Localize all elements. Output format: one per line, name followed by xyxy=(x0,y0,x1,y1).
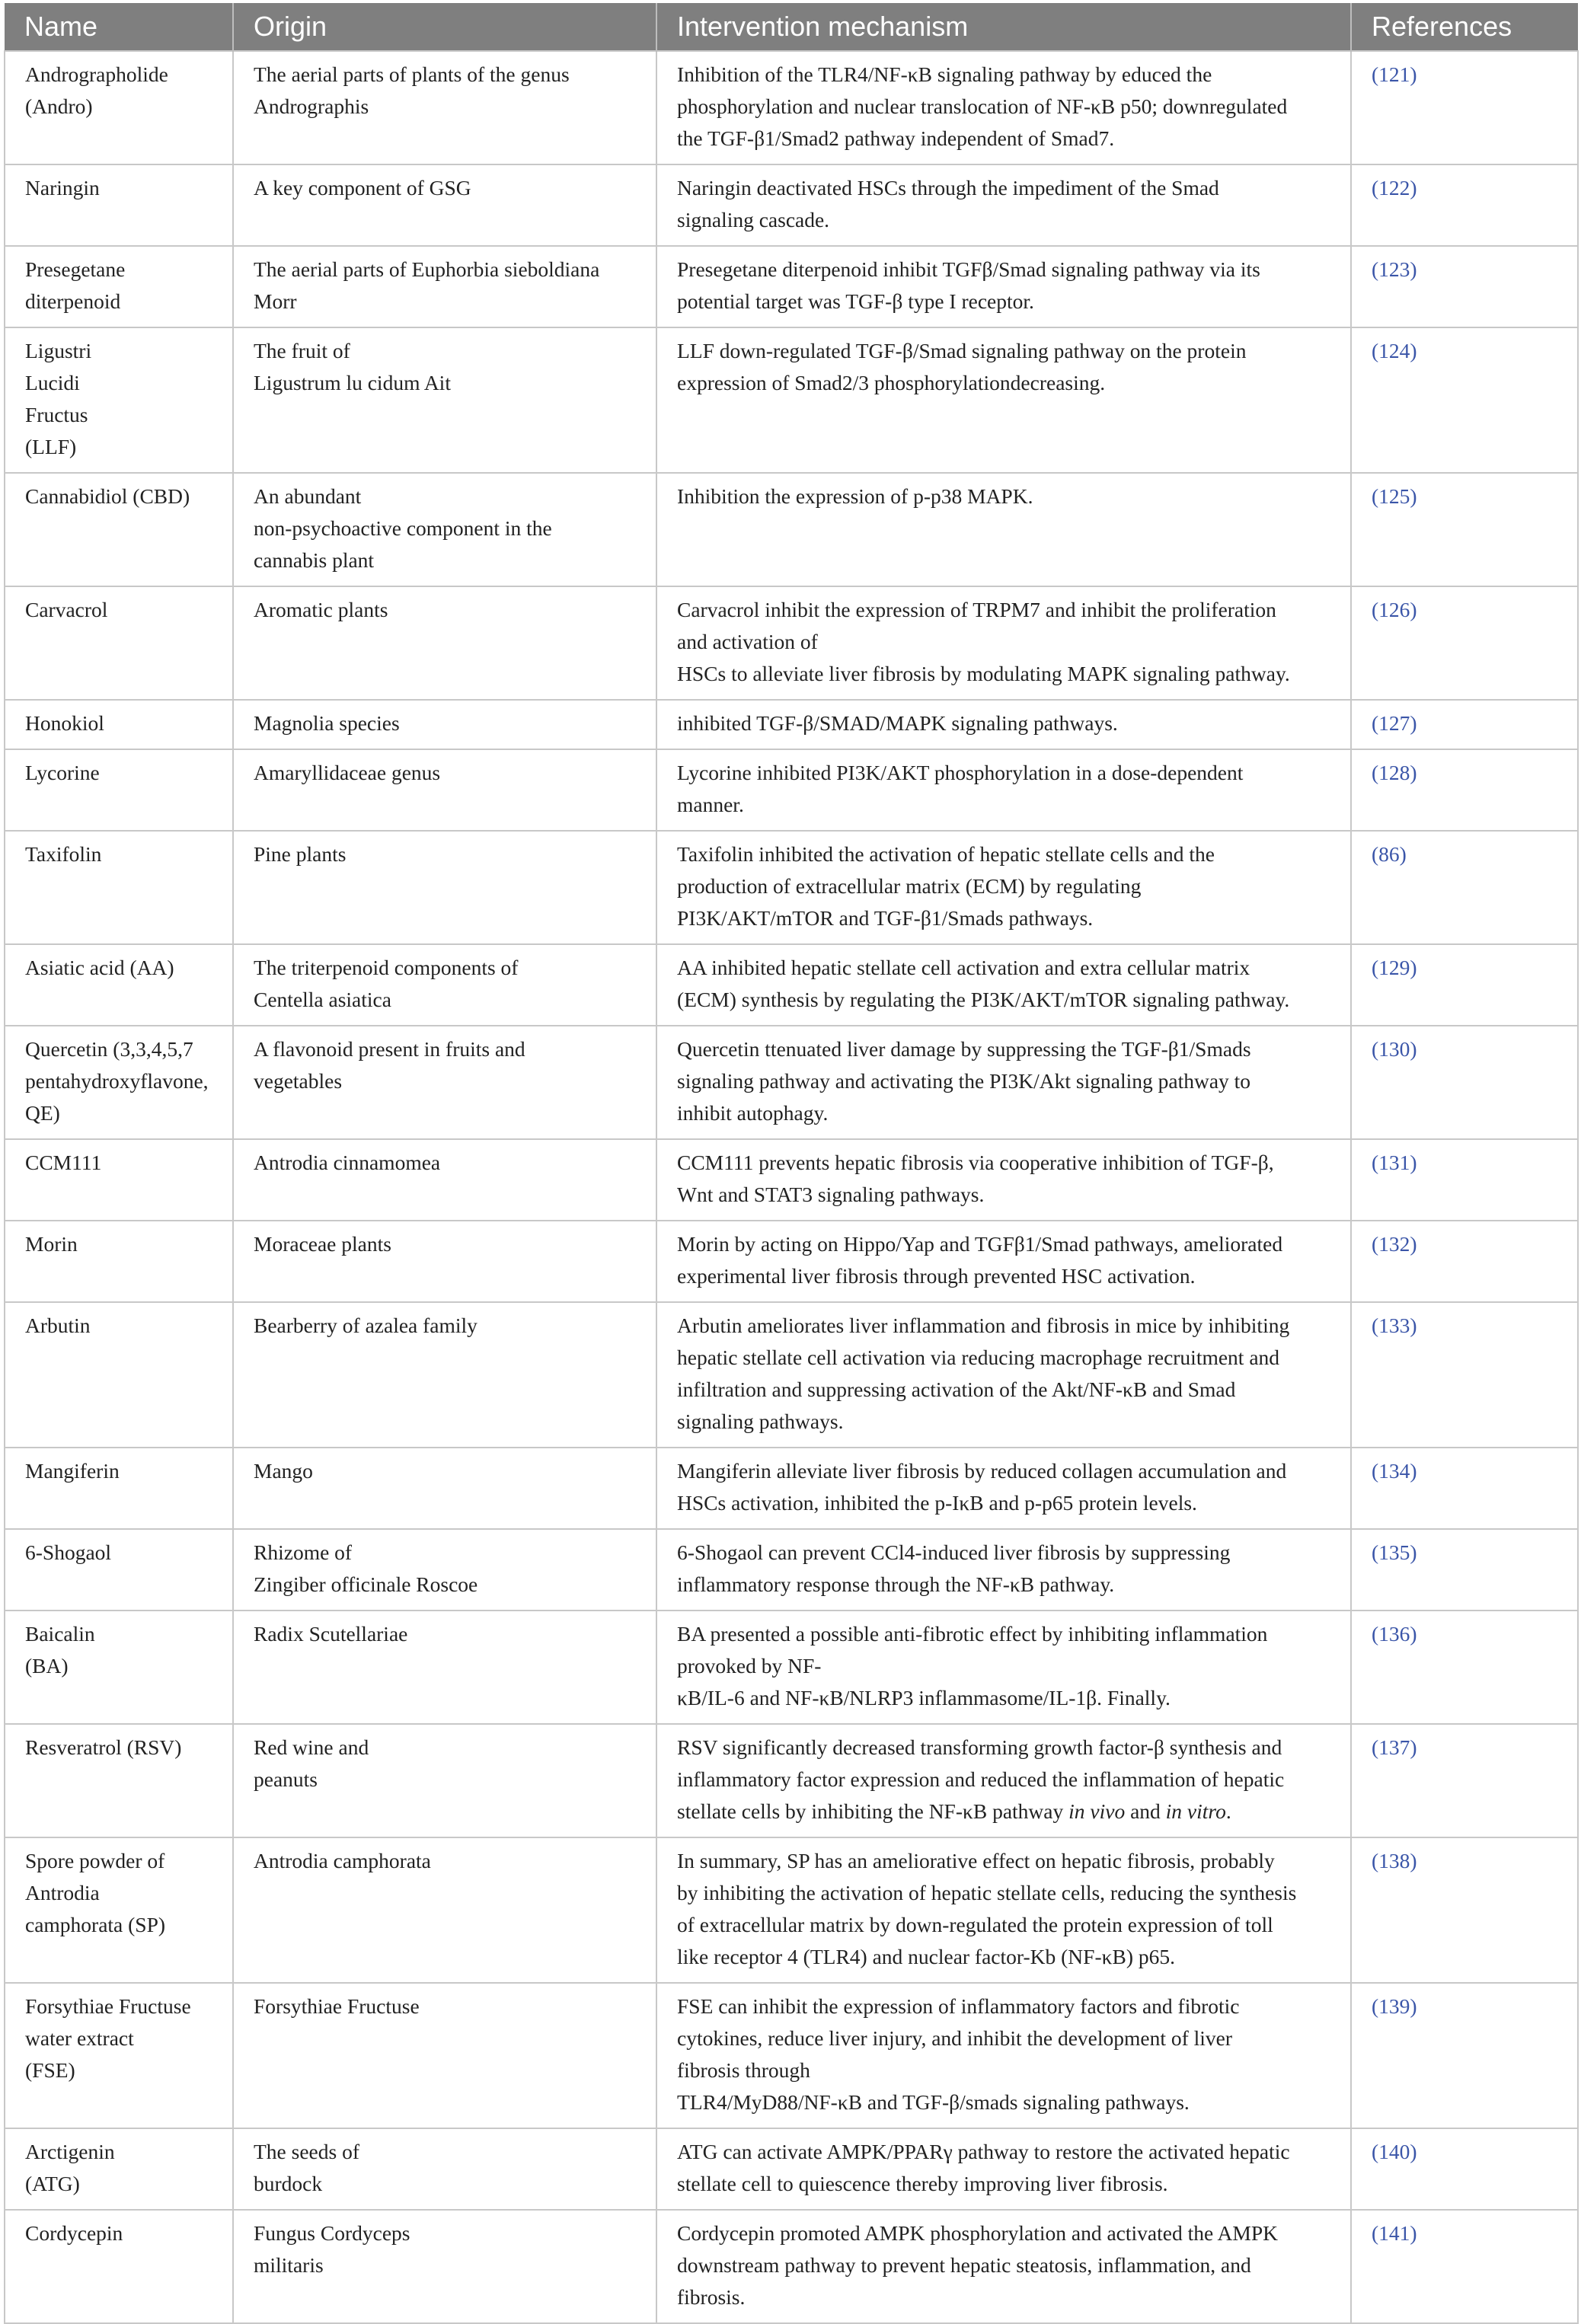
cell-name-text: Forsythiae Fructuse water extract (FSE) xyxy=(25,1994,191,2082)
cell-origin-text: The aerial parts of Euphorbia sieboldiana Morr xyxy=(254,257,600,313)
cell-reference xyxy=(1351,944,1578,1026)
cell-name-text: CCM111 xyxy=(25,1151,102,1174)
cell-name xyxy=(5,2128,233,2210)
cell-name-text: Presegetane diterpenoid xyxy=(25,257,126,313)
ref-close-paren: ) xyxy=(1410,598,1417,621)
cell-reference xyxy=(1351,1026,1578,1139)
table-row xyxy=(5,1611,1578,1724)
ref-close-paren: ) xyxy=(1410,1459,1417,1483)
cell-origin-text: Amaryllidaceae genus xyxy=(254,761,441,784)
reference-link[interactable]: 121 xyxy=(1378,62,1410,86)
cell-reference xyxy=(1351,586,1578,700)
cell-origin-text: The seeds of burdock xyxy=(254,2140,359,2195)
ref-close-paren: ) xyxy=(1410,484,1417,508)
ref-close-paren: ) xyxy=(1410,257,1417,281)
cell-origin-text: Magnolia species xyxy=(254,711,400,735)
cell-name xyxy=(5,473,233,586)
cell-reference xyxy=(1351,246,1578,327)
cell-reference xyxy=(1351,1302,1578,1448)
cell-mechanism-text: Taxifolin inhibited the activation of hepatic stellate cells and the production of extracellular matrix (ECM) by regulating PI3K/AKT/mTOR and TGF-β1/Smads pathways. xyxy=(677,842,1215,930)
header-name: Name xyxy=(5,3,233,51)
cell-origin-text: The triterpenoid components of Centella asiatica xyxy=(254,956,519,1011)
reference-link[interactable]: 137 xyxy=(1378,1735,1410,1759)
ref-open-paren: ( xyxy=(1372,1540,1379,1564)
cell-reference xyxy=(1351,1221,1578,1302)
cell-mechanism-text: Carvacrol inhibit the expression of TRPM7 and inhibit the proliferation and activation of HSCs to alleviate liver fibrosis by modulating MAPK signaling pathway. xyxy=(677,598,1290,685)
reference-link[interactable]: 130 xyxy=(1378,1037,1410,1061)
cell-name xyxy=(5,327,233,473)
cell-name xyxy=(5,1837,233,1983)
cell-name xyxy=(5,1026,233,1139)
cell-origin-text: Pine plants xyxy=(254,842,347,866)
table-row xyxy=(5,1221,1578,1302)
cell-name xyxy=(5,700,233,749)
reference-link[interactable]: 86 xyxy=(1378,842,1400,866)
cell-mechanism-text: Inhibition the expression of p-p38 MAPK. xyxy=(677,484,1033,508)
cell-reference xyxy=(1351,1983,1578,2128)
reference-link[interactable]: 125 xyxy=(1378,484,1410,508)
table-row xyxy=(5,2128,1578,2210)
cell-origin-text: Fungus Cordyceps militaris xyxy=(254,2221,410,2277)
reference-link[interactable]: 132 xyxy=(1378,1232,1410,1256)
cell-mechanism-text: inhibited TGF-β/SMAD/MAPK signaling pathways. xyxy=(677,711,1118,735)
cell-mechanism-text: Mangiferin alleviate liver fibrosis by reduced collagen accumulation and HSCs activation, inhibited the p-IκB and p-p65 protein levels. xyxy=(677,1459,1287,1515)
ref-open-paren: ( xyxy=(1372,1735,1379,1759)
cell-origin xyxy=(233,1529,656,1611)
cell-name-text: Honokiol xyxy=(25,711,104,735)
cell-origin-text: Forsythiae Fructuse xyxy=(254,1994,420,2018)
cell-name xyxy=(5,749,233,831)
ref-close-paren: ) xyxy=(1410,339,1417,362)
cell-mechanism xyxy=(656,1448,1351,1529)
header-references: References xyxy=(1351,3,1578,51)
mechanism-table xyxy=(4,3,1579,2324)
cell-origin-text: Antrodia cinnamomea xyxy=(254,1151,441,1174)
cell-name-text: Taxifolin xyxy=(25,842,102,866)
cell-reference xyxy=(1351,1724,1578,1837)
cell-mechanism xyxy=(656,2128,1351,2210)
cell-name xyxy=(5,1221,233,1302)
table-row xyxy=(5,2210,1578,2323)
cell-reference xyxy=(1351,473,1578,586)
cell-origin xyxy=(233,2210,656,2323)
cell-reference xyxy=(1351,1611,1578,1724)
cell-mechanism xyxy=(656,327,1351,473)
reference-link[interactable]: 124 xyxy=(1378,339,1410,362)
cell-name-text: Spore powder of Antrodia camphorata (SP) xyxy=(25,1849,166,1936)
ref-close-paren: ) xyxy=(1410,761,1417,784)
table-body xyxy=(5,51,1578,2323)
cell-name-text: Ligustri Lucidi Fructus (LLF) xyxy=(25,339,92,458)
cell-mechanism-text: In summary, SP has an ameliorative effect on hepatic fibrosis, probably by inhibiting the activation of hepatic stellate cells, reducing the synthesis of extracellular matrix by down-regulated the protein expression of toll like receptor 4 (TLR4) and nuclear factor-Kb (NF-κB) p65. xyxy=(677,1849,1297,1968)
ref-open-paren: ( xyxy=(1372,1232,1379,1256)
ref-open-paren: ( xyxy=(1372,339,1379,362)
cell-name xyxy=(5,1529,233,1611)
cell-mechanism xyxy=(656,1529,1351,1611)
cell-mechanism-text: 6-Shogaol can prevent CCl4-induced liver fibrosis by suppressing inflammatory response through the NF-κB pathway. xyxy=(677,1540,1231,1596)
cell-origin-text: Red wine and peanuts xyxy=(254,1735,369,1791)
cell-mechanism xyxy=(656,1139,1351,1221)
cell-origin xyxy=(233,1026,656,1139)
cell-origin xyxy=(233,700,656,749)
cell-origin-text: An abundant non-psychoactive component in the cannabis plant xyxy=(254,484,552,572)
ref-open-paren: ( xyxy=(1372,1994,1379,2018)
cell-name-text: Quercetin (3,3,4,5,7 pentahydroxyflavone, QE) xyxy=(25,1037,209,1125)
table-row xyxy=(5,1026,1578,1139)
cell-origin xyxy=(233,327,656,473)
cell-mechanism xyxy=(656,246,1351,327)
cell-name xyxy=(5,1302,233,1448)
reference-link[interactable]: 131 xyxy=(1378,1151,1410,1174)
header-mechanism: Intervention mechanism xyxy=(656,3,1351,51)
table-row xyxy=(5,1529,1578,1611)
ref-close-paren: ) xyxy=(1410,1151,1417,1174)
ref-close-paren: ) xyxy=(1410,2221,1417,2245)
cell-name-text: Asiatic acid (AA) xyxy=(25,956,174,979)
cell-name-text: Arbutin xyxy=(25,1314,91,1337)
cell-origin xyxy=(233,749,656,831)
cell-origin-text: A key component of GSG xyxy=(254,176,471,200)
ref-close-paren: ) xyxy=(1410,2140,1417,2163)
reference-link[interactable]: 134 xyxy=(1378,1459,1410,1483)
cell-name-text: Andrographolide (Andro) xyxy=(25,62,168,118)
cell-name-text: 6-Shogaol xyxy=(25,1540,112,1564)
cell-name-text: Cordycepin xyxy=(25,2221,123,2245)
cell-origin-text: Antrodia camphorata xyxy=(254,1849,431,1872)
cell-name xyxy=(5,586,233,700)
cell-origin xyxy=(233,246,656,327)
cell-reference xyxy=(1351,51,1578,164)
cell-reference xyxy=(1351,327,1578,473)
cell-mechanism xyxy=(656,2210,1351,2323)
header-origin: Origin xyxy=(233,3,656,51)
cell-origin xyxy=(233,1837,656,1983)
reference-link[interactable]: 139 xyxy=(1378,1994,1410,2018)
ref-open-paren: ( xyxy=(1372,2221,1379,2245)
cell-mechanism-text: ATG can activate AMPK/PPARγ pathway to restore the activated hepatic stellate cell to quiescence thereby improving liver fibrosis. xyxy=(677,2140,1290,2195)
cell-mechanism xyxy=(656,1221,1351,1302)
cell-mechanism-text: Quercetin ttenuated liver damage by suppressing the TGF-β1/Smads signaling pathway and activating the PI3K/Akt signaling pathway to inhibit autophagy. xyxy=(677,1037,1251,1125)
cell-origin xyxy=(233,1221,656,1302)
cell-name xyxy=(5,1611,233,1724)
cell-mechanism xyxy=(656,831,1351,944)
reference-link[interactable]: 123 xyxy=(1378,257,1410,281)
cell-mechanism xyxy=(656,164,1351,246)
table-row xyxy=(5,1302,1578,1448)
cell-origin-text: The aerial parts of plants of the genus Andrographis xyxy=(254,62,570,118)
cell-mechanism-text: Inhibition of the TLR4/NF-κB signaling pathway by educed the phosphorylation and nuclear translocation of NF-κB p50; downregulated the TGF-β1/Smad2 pathway independent of Smad7. xyxy=(677,62,1288,150)
cell-mechanism-text: Naringin deactivated HSCs through the impediment of the Smad signaling cascade. xyxy=(677,176,1219,231)
mechanism-segment: in vivo xyxy=(1068,1799,1126,1823)
cell-mechanism-text: Arbutin ameliorates liver inflammation and fibrosis in mice by inhibiting hepatic stellate cell activation via reducing macrophage recruitment and infiltration and suppressing activation of the Akt/NF-κB and Smad signaling pathways. xyxy=(677,1314,1290,1433)
cell-origin xyxy=(233,1139,656,1221)
cell-mechanism xyxy=(656,51,1351,164)
cell-reference xyxy=(1351,700,1578,749)
cell-origin-text: Aromatic plants xyxy=(254,598,388,621)
ref-close-paren: ) xyxy=(1410,956,1417,979)
ref-close-paren: ) xyxy=(1410,1037,1417,1061)
cell-name xyxy=(5,1983,233,2128)
table-row xyxy=(5,586,1578,700)
cell-name-text: Arctigenin (ATG) xyxy=(25,2140,115,2195)
cell-mechanism-text: Lycorine inhibited PI3K/AKT phosphorylation in a dose-dependent manner. xyxy=(677,761,1244,816)
reference-link[interactable]: 127 xyxy=(1378,711,1410,735)
table-row xyxy=(5,1837,1578,1983)
cell-mechanism xyxy=(656,586,1351,700)
cell-origin xyxy=(233,944,656,1026)
cell-mechanism-text: Cordycepin promoted AMPK phosphorylation and activated the AMPK downstream pathway to prevent hepatic steatosis, inflammation, and fibrosis. xyxy=(677,2221,1279,2309)
cell-mechanism-text: LLF down-regulated TGF-β/Smad signaling pathway on the protein expression of Smad2/3 phosphorylationdecreasing. xyxy=(677,339,1247,394)
table-row xyxy=(5,1983,1578,2128)
cell-origin-text: Mango xyxy=(254,1459,313,1483)
table-row xyxy=(5,1724,1578,1837)
cell-mechanism xyxy=(656,944,1351,1026)
cell-origin xyxy=(233,586,656,700)
reference-link[interactable]: 129 xyxy=(1378,956,1410,979)
cell-name xyxy=(5,1724,233,1837)
cell-mechanism-text: FSE can inhibit the expression of inflammatory factors and fibrotic cytokines, reduce liver injury, and inhibit the development of liver fibrosis through TLR4/MyD88/NF-κB and TGF-β/smads signaling pathways. xyxy=(677,1994,1240,2114)
cell-mechanism-text: CCM111 prevents hepatic fibrosis via cooperative inhibition of TGF-β, Wnt and STAT3 signaling pathways. xyxy=(677,1151,1274,1206)
ref-open-paren: ( xyxy=(1372,711,1379,735)
table-row xyxy=(5,1448,1578,1529)
table-row xyxy=(5,327,1578,473)
cell-mechanism-text: Morin by acting on Hippo/Yap and TGFβ1/Smad pathways, ameliorated experimental liver fibrosis through prevented HSC activation. xyxy=(677,1232,1283,1288)
ref-close-paren: ) xyxy=(1410,1314,1417,1337)
ref-close-paren: ) xyxy=(1410,1994,1417,2018)
ref-open-paren: ( xyxy=(1372,2140,1379,2163)
ref-open-paren: ( xyxy=(1372,598,1379,621)
cell-mechanism xyxy=(656,473,1351,586)
reference-link[interactable]: 122 xyxy=(1378,176,1410,200)
cell-name-text: Mangiferin xyxy=(25,1459,120,1483)
cell-name-text: Cannabidiol (CBD) xyxy=(25,484,190,508)
cell-mechanism xyxy=(656,1611,1351,1724)
table-row xyxy=(5,51,1578,164)
cell-origin xyxy=(233,51,656,164)
table-header xyxy=(5,3,1578,51)
cell-name-text: Carvacrol xyxy=(25,598,108,621)
cell-origin-text: Moraceae plants xyxy=(254,1232,391,1256)
cell-origin xyxy=(233,1724,656,1837)
cell-mechanism-text: RSV significantly decreased transforming growth factor-β synthesis and inflammatory factor expression and reduced the inflammation of hepatic stellate cells by inhibiting the NF-κB pathway xyxy=(677,1735,1285,1823)
cell-name xyxy=(5,1139,233,1221)
ref-open-paren: ( xyxy=(1372,1622,1379,1646)
ref-close-paren: ) xyxy=(1410,176,1417,200)
cell-reference xyxy=(1351,1139,1578,1221)
cell-origin xyxy=(233,1302,656,1448)
table-row xyxy=(5,700,1578,749)
cell-name xyxy=(5,246,233,327)
cell-origin xyxy=(233,473,656,586)
cell-reference xyxy=(1351,2210,1578,2323)
data-table-container xyxy=(4,3,1577,2324)
ref-close-paren: ) xyxy=(1410,711,1417,735)
ref-close-paren: ) xyxy=(1410,1849,1417,1872)
ref-open-paren: ( xyxy=(1372,62,1379,86)
cell-mechanism xyxy=(656,1837,1351,1983)
cell-reference xyxy=(1351,831,1578,944)
ref-open-paren: ( xyxy=(1372,1849,1379,1872)
ref-close-paren: ) xyxy=(1410,1735,1417,1759)
cell-name-text: Naringin xyxy=(25,176,100,200)
ref-close-paren: ) xyxy=(1410,1232,1417,1256)
cell-origin-text: Bearberry of azalea family xyxy=(254,1314,477,1337)
mechanism-segment: . xyxy=(1225,1799,1231,1823)
table-row xyxy=(5,164,1578,246)
cell-origin xyxy=(233,2128,656,2210)
table-row xyxy=(5,944,1578,1026)
cell-origin xyxy=(233,1983,656,2128)
cell-name xyxy=(5,164,233,246)
cell-mechanism-text: Presegetane diterpenoid inhibit TGFβ/Smad signaling pathway via its potential target was TGF-β type I receptor. xyxy=(677,257,1260,313)
table-row xyxy=(5,749,1578,831)
cell-origin xyxy=(233,1448,656,1529)
ref-close-paren: ) xyxy=(1399,842,1407,866)
ref-open-paren: ( xyxy=(1372,842,1379,866)
cell-name-text: Baicalin (BA) xyxy=(25,1622,95,1678)
ref-close-paren: ) xyxy=(1410,62,1417,86)
cell-name xyxy=(5,831,233,944)
cell-name xyxy=(5,1448,233,1529)
cell-origin xyxy=(233,831,656,944)
cell-origin-text: Rhizome of Zingiber officinale Roscoe xyxy=(254,1540,478,1596)
reference-link[interactable]: 128 xyxy=(1378,761,1410,784)
ref-close-paren: ) xyxy=(1410,1622,1417,1646)
ref-open-paren: ( xyxy=(1372,1037,1379,1061)
ref-open-paren: ( xyxy=(1372,176,1379,200)
cell-mechanism xyxy=(656,700,1351,749)
cell-mechanism xyxy=(656,1724,1351,1837)
cell-reference xyxy=(1351,1837,1578,1983)
reference-link[interactable]: 141 xyxy=(1378,2221,1410,2245)
cell-reference xyxy=(1351,2128,1578,2210)
cell-reference xyxy=(1351,749,1578,831)
reference-link[interactable]: 135 xyxy=(1378,1540,1410,1564)
cell-origin-text: A flavonoid present in fruits and vegetables xyxy=(254,1037,525,1093)
cell-name xyxy=(5,944,233,1026)
table-row xyxy=(5,473,1578,586)
ref-open-paren: ( xyxy=(1372,1314,1379,1337)
cell-origin xyxy=(233,164,656,246)
ref-open-paren: ( xyxy=(1372,257,1379,281)
cell-mechanism-text: BA presented a possible anti-fibrotic effect by inhibiting inflammation provoked by NF- κB/IL-6 and NF-κB/NLRP3 inflammasome/IL-1β. Finally. xyxy=(677,1622,1268,1709)
ref-open-paren: ( xyxy=(1372,484,1379,508)
cell-mechanism xyxy=(656,749,1351,831)
cell-mechanism xyxy=(656,1983,1351,2128)
table-row xyxy=(5,1139,1578,1221)
cell-mechanism xyxy=(656,1302,1351,1448)
cell-origin xyxy=(233,1611,656,1724)
cell-name xyxy=(5,2210,233,2323)
reference-link[interactable]: 133 xyxy=(1378,1314,1410,1337)
ref-open-paren: ( xyxy=(1372,1459,1379,1483)
cell-name-text: Lycorine xyxy=(25,761,100,784)
cell-mechanism-text: AA inhibited hepatic stellate cell activation and extra cellular matrix (ECM) synthesis by regulating the PI3K/AKT/mTOR signaling pathway. xyxy=(677,956,1290,1011)
reference-link[interactable]: 136 xyxy=(1378,1622,1410,1646)
table-row xyxy=(5,246,1578,327)
mechanism-segment: and xyxy=(1125,1799,1166,1823)
ref-close-paren: ) xyxy=(1410,1540,1417,1564)
cell-origin-text: Radix Scutellariae xyxy=(254,1622,408,1646)
reference-link[interactable]: 126 xyxy=(1378,598,1410,621)
header-row xyxy=(5,3,1578,51)
cell-reference xyxy=(1351,1448,1578,1529)
cell-name-text: Resveratrol (RSV) xyxy=(25,1735,182,1759)
ref-open-paren: ( xyxy=(1372,956,1379,979)
cell-origin-text: The fruit of Ligustrum lu cidum Ait xyxy=(254,339,451,394)
cell-reference xyxy=(1351,164,1578,246)
reference-link[interactable]: 138 xyxy=(1378,1849,1410,1872)
cell-name xyxy=(5,51,233,164)
table-row xyxy=(5,831,1578,944)
mechanism-segment: in vitro xyxy=(1165,1799,1226,1823)
reference-link[interactable]: 140 xyxy=(1378,2140,1410,2163)
cell-reference xyxy=(1351,1529,1578,1611)
ref-open-paren: ( xyxy=(1372,1151,1379,1174)
ref-open-paren: ( xyxy=(1372,761,1379,784)
cell-mechanism xyxy=(656,1026,1351,1139)
cell-name-text: Morin xyxy=(25,1232,78,1256)
